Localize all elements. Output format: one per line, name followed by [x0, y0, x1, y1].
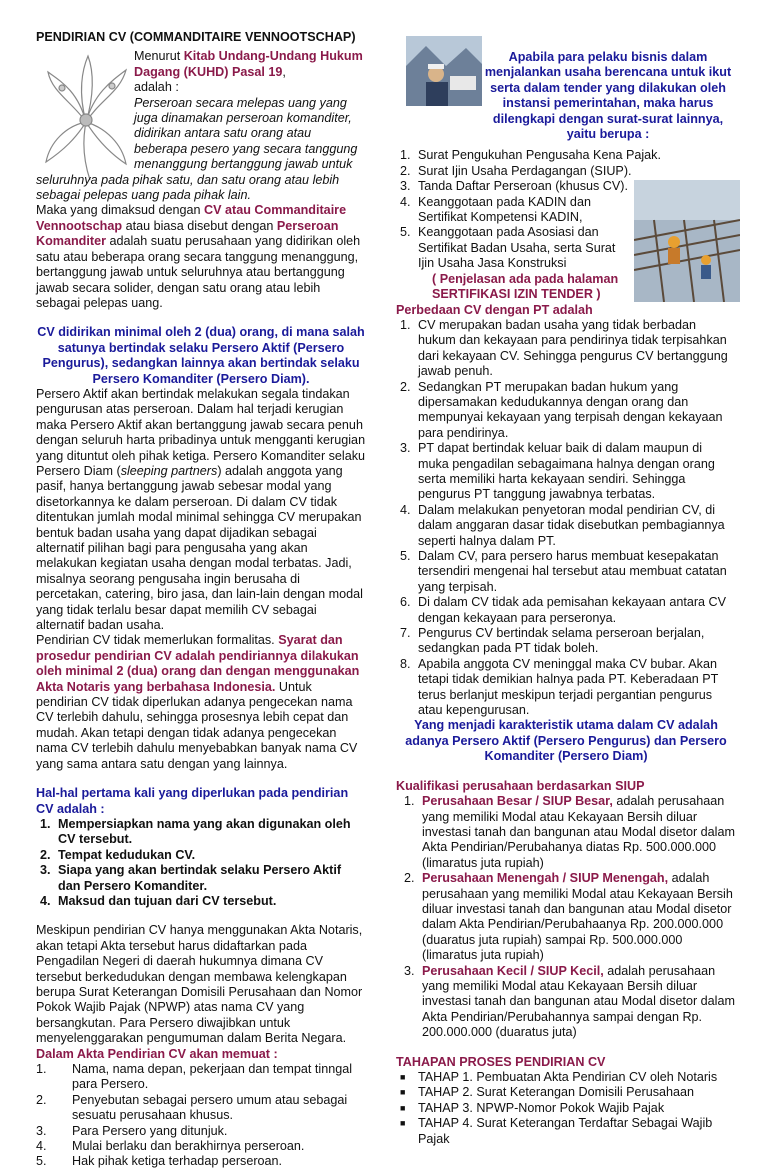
list-item: 5. Hak pihak ketiga terhadap perseroan. [36, 1154, 283, 1169]
page-title: PENDIRIAN CV (COMMANDITAIRE VENNOOTSCHAP) [36, 30, 356, 44]
tahapan-list [396, 1070, 736, 1147]
list-item: 4. Maksud dan tujuan dari CV tersebut. [40, 893, 277, 908]
list-item: 3. Tanda Daftar Perseroan (khusus CV). [400, 179, 628, 194]
formal-a: Pendirian CV tidak memerlukan formalitas. [36, 633, 279, 648]
akta-contents-list [36, 1062, 366, 1170]
tahapan-heading: TAHAPAN PROSES PENDIRIAN CV [396, 1054, 606, 1069]
meaning-c: atau biasa disebut dengan [122, 218, 277, 233]
list-item: 2. Surat Ijin Usaha Perdagangan (SIUP). [400, 163, 632, 178]
list-item: ■ TAHAP 4. Surat Keterangan Terdaftar Sebagai Wajib Pajak [400, 1116, 713, 1146]
list-item: 3. PT dapat bertindak keluar baik di dalam maupun di muka pengadilan sebagaimana halnya dengan orang serta memiliki harta kekayaan sendiri. Sehingga pengurus PT tanggung jawabnya terbatas. [400, 441, 715, 502]
cv-vs-pt-list [396, 318, 736, 719]
kualifikasi-heading: Kualifikasi perusahaan berdasarkan SIUP [396, 778, 645, 793]
formal-c: Untuk pendirian CV tidak diperlukan adanya pengecekan nama CV terlebih dahulu, sehingga prosesnya lebih cepat dan mudah. Akan tetapi dengan tidak adanya pengecekan nama CV terlebih dahulu menyebabkan banyak nama CV yang sama antara satu dengan yang lainnya. [36, 679, 358, 771]
list-item: 2. Penyebutan sebagai persero umum atau sebagai sesuatu perusahaan khusus. [36, 1092, 348, 1123]
intro-lead: Menurut [134, 49, 184, 64]
registration-paragraph: Meskipun pendirian CV hanya menggunakan Akta Notaris, akan tetapi Akta tersebut harus didaftarkan pada Pengadilan Negeri di daerah hukumnya dimana CV tersebut berkedudukan dengan membawa kelengkapan berupa Surat Keterangan Domisili Perusahaan dan Nomor Pokok Wajib Pajak (NPWP) atas nama CV yang bersangkutan. Para Persero diwajibkan untuk menyelenggarakan pengumuman dalam Berita Negara. [36, 923, 363, 1046]
list-item: 7. Pengurus CV bertindak selama perseroan berjalan, sedangkan pada PT tidak boleh. [400, 626, 705, 656]
list-item: 3. Para Persero yang ditunjuk. [36, 1123, 228, 1138]
list-item: 2. Sedangkan PT merupakan badan hukum yang dipersamakan kedudukannya dengan orang dan mempunyai kekayaan yang terpisah dengan kekayaan para pendirinya. [400, 379, 723, 440]
list-item: 3. Siapa yang akan bertindak selaku Persero Aktif dan Persero Komanditer. [40, 863, 342, 893]
first-steps-heading: Hal-hal pertama kali yang diperlukan pada pendirian CV adalah : [36, 786, 349, 816]
list-item: 8. Apabila anggota CV meninggal maka CV bubar. Akan tetapi tidak demikian halnya pada PT. Keberadaan PT terus berlanjut meskipun terjadi pergantian pengurus atau kepengurusan. [400, 656, 719, 718]
cv-term: CV atau Commanditaire Vennootschap [36, 203, 347, 233]
first-steps-list [36, 817, 366, 909]
kualifikasi-list [396, 794, 736, 1041]
list-item: ■ TAHAP 1. Pembuatan Akta Pendirian CV oleh Notaris [400, 1070, 718, 1084]
list-item: 1. CV merupakan badan usaha yang tidak berbadan hukum dan kekayaan para pendirinya tidak terpisahkan dari kekayaan CV. Sehingga pengurus CV bertanggung jawab penuh. [400, 317, 728, 379]
aktif-a: Persero Aktif akan bertindak melakukan segala tindakan pengurusan atas perseroan. Dalam hal terjadi kerugian maka Persero Aktif akan bertanggung jawab secara penuh dengan seluruh harta pribadinya untuk mengganti kerugian yang dituntut oleh pihak ketiga. Persero Komanditer selaku Persero Diam ( [36, 386, 366, 478]
karakteristik-highlight: Yang menjadi karakteristik utama dalam CV adalah adanya Persero Aktif (Persero Pengurus) dan Persero Komanditer (Persero Diam) [405, 718, 727, 764]
list-item: 1. Mempersiapkan nama yang akan digunakan oleh CV tersebut. [40, 816, 351, 847]
minimum-founders-highlight: CV didirikan minimal oleh 2 (dua) orang, di mana salah satunya bertindak selaku Persero Aktif (Persero Pengurus), sedangkan lainnya akan bertindak selaku Persero Komanditer (Persero Diam). [37, 325, 365, 386]
tender-documents-list [396, 148, 661, 302]
sertifikasi-note[interactable]: ( Penjelasan ada pada halaman SERTIFIKASI IZIN TENDER ) [432, 271, 619, 302]
sleeping-partners-term: sleeping partners [120, 463, 218, 478]
syarat-prosedur-highlight: Syarat dan prosedur pendirian CV adalah pendiriannya dilakukan oleh minimal 2 (dua) orang dan dengan menggunakan Akta Notaris yang berbahasa Indonesia. [36, 633, 360, 694]
list-item: 2. Tempat kedudukan CV. [40, 847, 196, 862]
list-item: ■ TAHAP 3. NPWP-Nomor Pokok Wajib Pajak [400, 1100, 665, 1115]
list-item: ■ TAHAP 2. Surat Keterangan Domisili Perusahaan [400, 1085, 695, 1100]
list-item: 1. Perusahaan Besar / SIUP Besar, adalah perusahaan yang memiliki Modal atau Kekayaan Bersih diluar investasi tanah dan bangunan atau Modal disetor dalam Akta Pendirian/Perubahanya diatas Rp. 500.000.000 (limaratus juta rupiah) [404, 794, 735, 870]
definition-quote: Perseroan secara melepas uang yang juga dinamakan perseroan komanditer, didirikan antara satu orang atau beberapa pesero yang secara tanggung menanggung bertanggung jawab untuk [134, 95, 358, 172]
intro-comma: , [282, 64, 286, 79]
meaning-e: adalah suatu perusahaan yang didirikan oleh satu atau beberapa orang secara tanggung menanggung, bertanggung jawab untuk seluruhnya atau bertanggung jawab secara solider, dengan satu orang atau lebih sebagai pelepas uang. [36, 234, 361, 310]
intro-block [134, 49, 366, 172]
meaning-a: Maka yang dimaksud dengan [36, 203, 205, 218]
square-bullet-icon: ■ [400, 1087, 406, 1098]
list-item: 2. Perusahaan Menengah / SIUP Menengah, adalah perusahaan yang memiliki Modal atau Kekayaan Bersih diluar investasi tanah dan bangunan atau Modal disetor dalam Akta Pendirian/Perubahaanya Rp. 200.000.000 (duaratus juta rupiah) sampai Rp. 500.000.000 (limaratus juta rupiah) [404, 871, 733, 963]
list-item: 6. Di dalam CV tidak ada pemisahan kekayaan antara CV dengan kekayaan para perseronya. [400, 595, 727, 625]
cv-meaning [36, 203, 366, 311]
list-item: 4. Mulai berlaku dan berakhirnya perseroan. [36, 1139, 305, 1154]
list-item: 4. Keanggotaan pada KADIN dan Sertifikat Kompetensi KADIN, [400, 194, 591, 225]
right-column [396, 50, 736, 1147]
list-item: 1. Nama, nama depan, pekerjaan dan tempat tinngal para Persero. [36, 1062, 353, 1092]
persero-aktif-paragraph [36, 387, 366, 634]
tender-intro: Apabila para pelaku bisnis dalam menjalankan usaha berencana untuk ikut serta dalam tender yang dilakukan oleh instansi pemerintahan, maka harus dilengkapi dengan surat-surat lainnya, yaitu berupa : [484, 50, 732, 142]
cv-vs-pt-heading: Perbedaan CV dengan PT adalah [396, 302, 593, 317]
left-column [36, 30, 366, 1170]
list-item: 3. Perusahaan Kecil / SIUP Kecil, adalah perusahaan yang memiliki Modal atau Kekayaan Bersih diluar investasi tanah dan bangunan atau Modal disetor dalam Akta Pendirian/Perubahannya sampai dengan Rp. 200.000.000 (duaratus juta) [404, 963, 735, 1040]
list-item: 4. Dalam melakukan penyetoran modal pendirian CV, di dalam anggaran dasar tidak disebutkan pembagiannya seperti halnya dalam PT. [400, 502, 725, 548]
definition-quote-cont: seluruhnya pada pihak satu, dan satu orang atau lebih sebagai pelepas uang pada pihak lain. [36, 172, 340, 203]
akta-contents-heading: Dalam Akta Pendirian CV akan memuat : [36, 1046, 278, 1061]
perseroan-komanditer-term: Perseroan Komanditer [36, 218, 339, 249]
square-bullet-icon: ■ [400, 1118, 406, 1129]
square-bullet-icon: ■ [400, 1072, 406, 1082]
aktif-c: ) adalah anggota yang pasif, hanya bertanggung jawab sebesar modal yang disetorkannya ke dalam perseroan. Di dalam CV tidak ditentukan jumlah modal minimal sehingga CV merupakan bentuk badan usaha yang dapat dijadikan sebagai alternatif pilihan bagi para pengusaha yang akan melakukan kegiatan usaha dengan modal terbatas. Jadi, misalnya seorang pengusaha ingin berusaha di percetakan, catering, biro jasa, dan lain-lain dengan modal yang tidak terlalu besar dapat memilih CV sebagai alternatif badan usaha. [36, 463, 363, 633]
kuhd-source: Kitab Undang-Undang Hukum Dagang (KUHD) Pasal 19 [134, 49, 363, 79]
intro-definition [134, 49, 366, 80]
square-bullet-icon: ■ [400, 1102, 406, 1113]
list-item: 1. Surat Pengukuhan Pengusaha Kena Pajak. [400, 148, 661, 163]
formalitas-paragraph [36, 633, 366, 772]
list-item: 5. Dalam CV, para persero harus membuat kesepakatan tersendiri mengenai hal tersebut atau membuat catatan yang terpisah. [400, 549, 727, 594]
intro-adalah: adalah : [134, 80, 179, 95]
list-item: 5. Keanggotaan pada Asosiasi dan Sertifikat Badan Usaha, serta Surat Ijin Usaha Jasa Konstruksi [400, 225, 616, 271]
